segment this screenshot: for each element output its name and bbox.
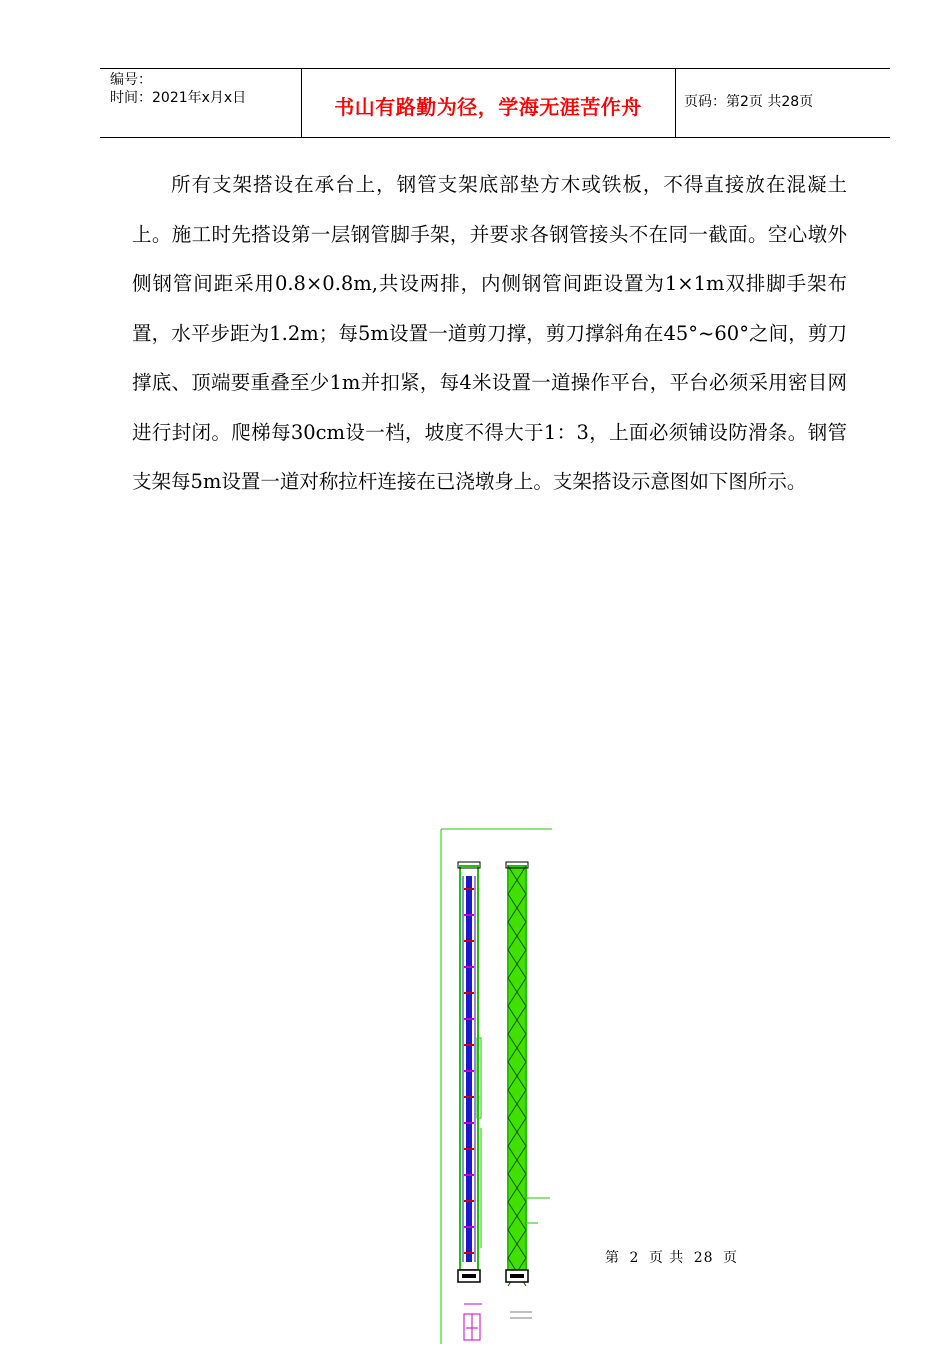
tie-marker — [464, 1226, 474, 1228]
footer-prefix: 第 — [605, 1250, 620, 1266]
tie-marker — [464, 1122, 474, 1124]
tie-marker — [464, 1174, 474, 1176]
tie-marker — [464, 914, 474, 916]
scaffold-drawing — [440, 828, 560, 1344]
tie-marker — [464, 966, 474, 968]
tie-marker — [464, 1252, 474, 1254]
document-date-label: 时间：2021年x月x日 — [110, 90, 247, 106]
footer-middle: 页 共 — [648, 1250, 685, 1266]
base-detail — [464, 1304, 532, 1340]
header-motto-cell — [301, 69, 676, 137]
tie-marker — [464, 1148, 474, 1150]
page-header — [100, 68, 890, 138]
body-text — [132, 160, 847, 507]
tie-marker — [464, 940, 474, 942]
left-scaffold-tower — [458, 862, 481, 1282]
motto-text: 书山有路勤为径，学海无涯苦作舟 — [334, 95, 642, 119]
tie-marker — [464, 1070, 474, 1072]
page-footer — [603, 1247, 740, 1267]
document-number-label: 编号： — [110, 72, 152, 88]
tie-marker — [464, 888, 474, 890]
right-scaffold-tower — [506, 862, 550, 1286]
scaffold-diagram — [440, 828, 560, 1344]
header-page-cell — [676, 69, 890, 137]
footer-page-number: 2 — [629, 1250, 640, 1266]
tie-marker — [464, 1096, 474, 1098]
footer-suffix: 页 — [723, 1250, 739, 1266]
tie-marker — [464, 1200, 474, 1202]
footer-total-pages: 28 — [693, 1250, 714, 1266]
header-page-label: 页码：第2页 共28页 — [684, 94, 814, 110]
tie-marker — [464, 1018, 474, 1020]
header-info-cell — [100, 69, 302, 137]
tie-marker — [464, 992, 474, 994]
tie-marker — [464, 1044, 474, 1046]
body-paragraph: 所有支架搭设在承台上，钢管支架底部垫方木或铁板，不得直接放在混凝土上。施工时先搭设第一层钢管脚手架，并要求各钢管接头不在同一截面。空心墩外侧钢管间距采用0.8×0.8m,共设两排，内侧钢管间距设置为1×1m双排脚手架布置，水平步距为1.2m；每5m设置一道剪刀撑，剪刀撑斜角在45°~60°之间，剪刀撑底、顶端要重叠至少1m并扣紧，每4米设置一道操作平台，平台必须采用密目网进行封闭。爬梯每30cm设一档，坡度不得大于1：3，上面必须铺设防滑条。钢管支架每5m设置一道对称拉杆连接在已浇墩身上。支架搭设示意图如下图所示。 — [132, 173, 847, 493]
